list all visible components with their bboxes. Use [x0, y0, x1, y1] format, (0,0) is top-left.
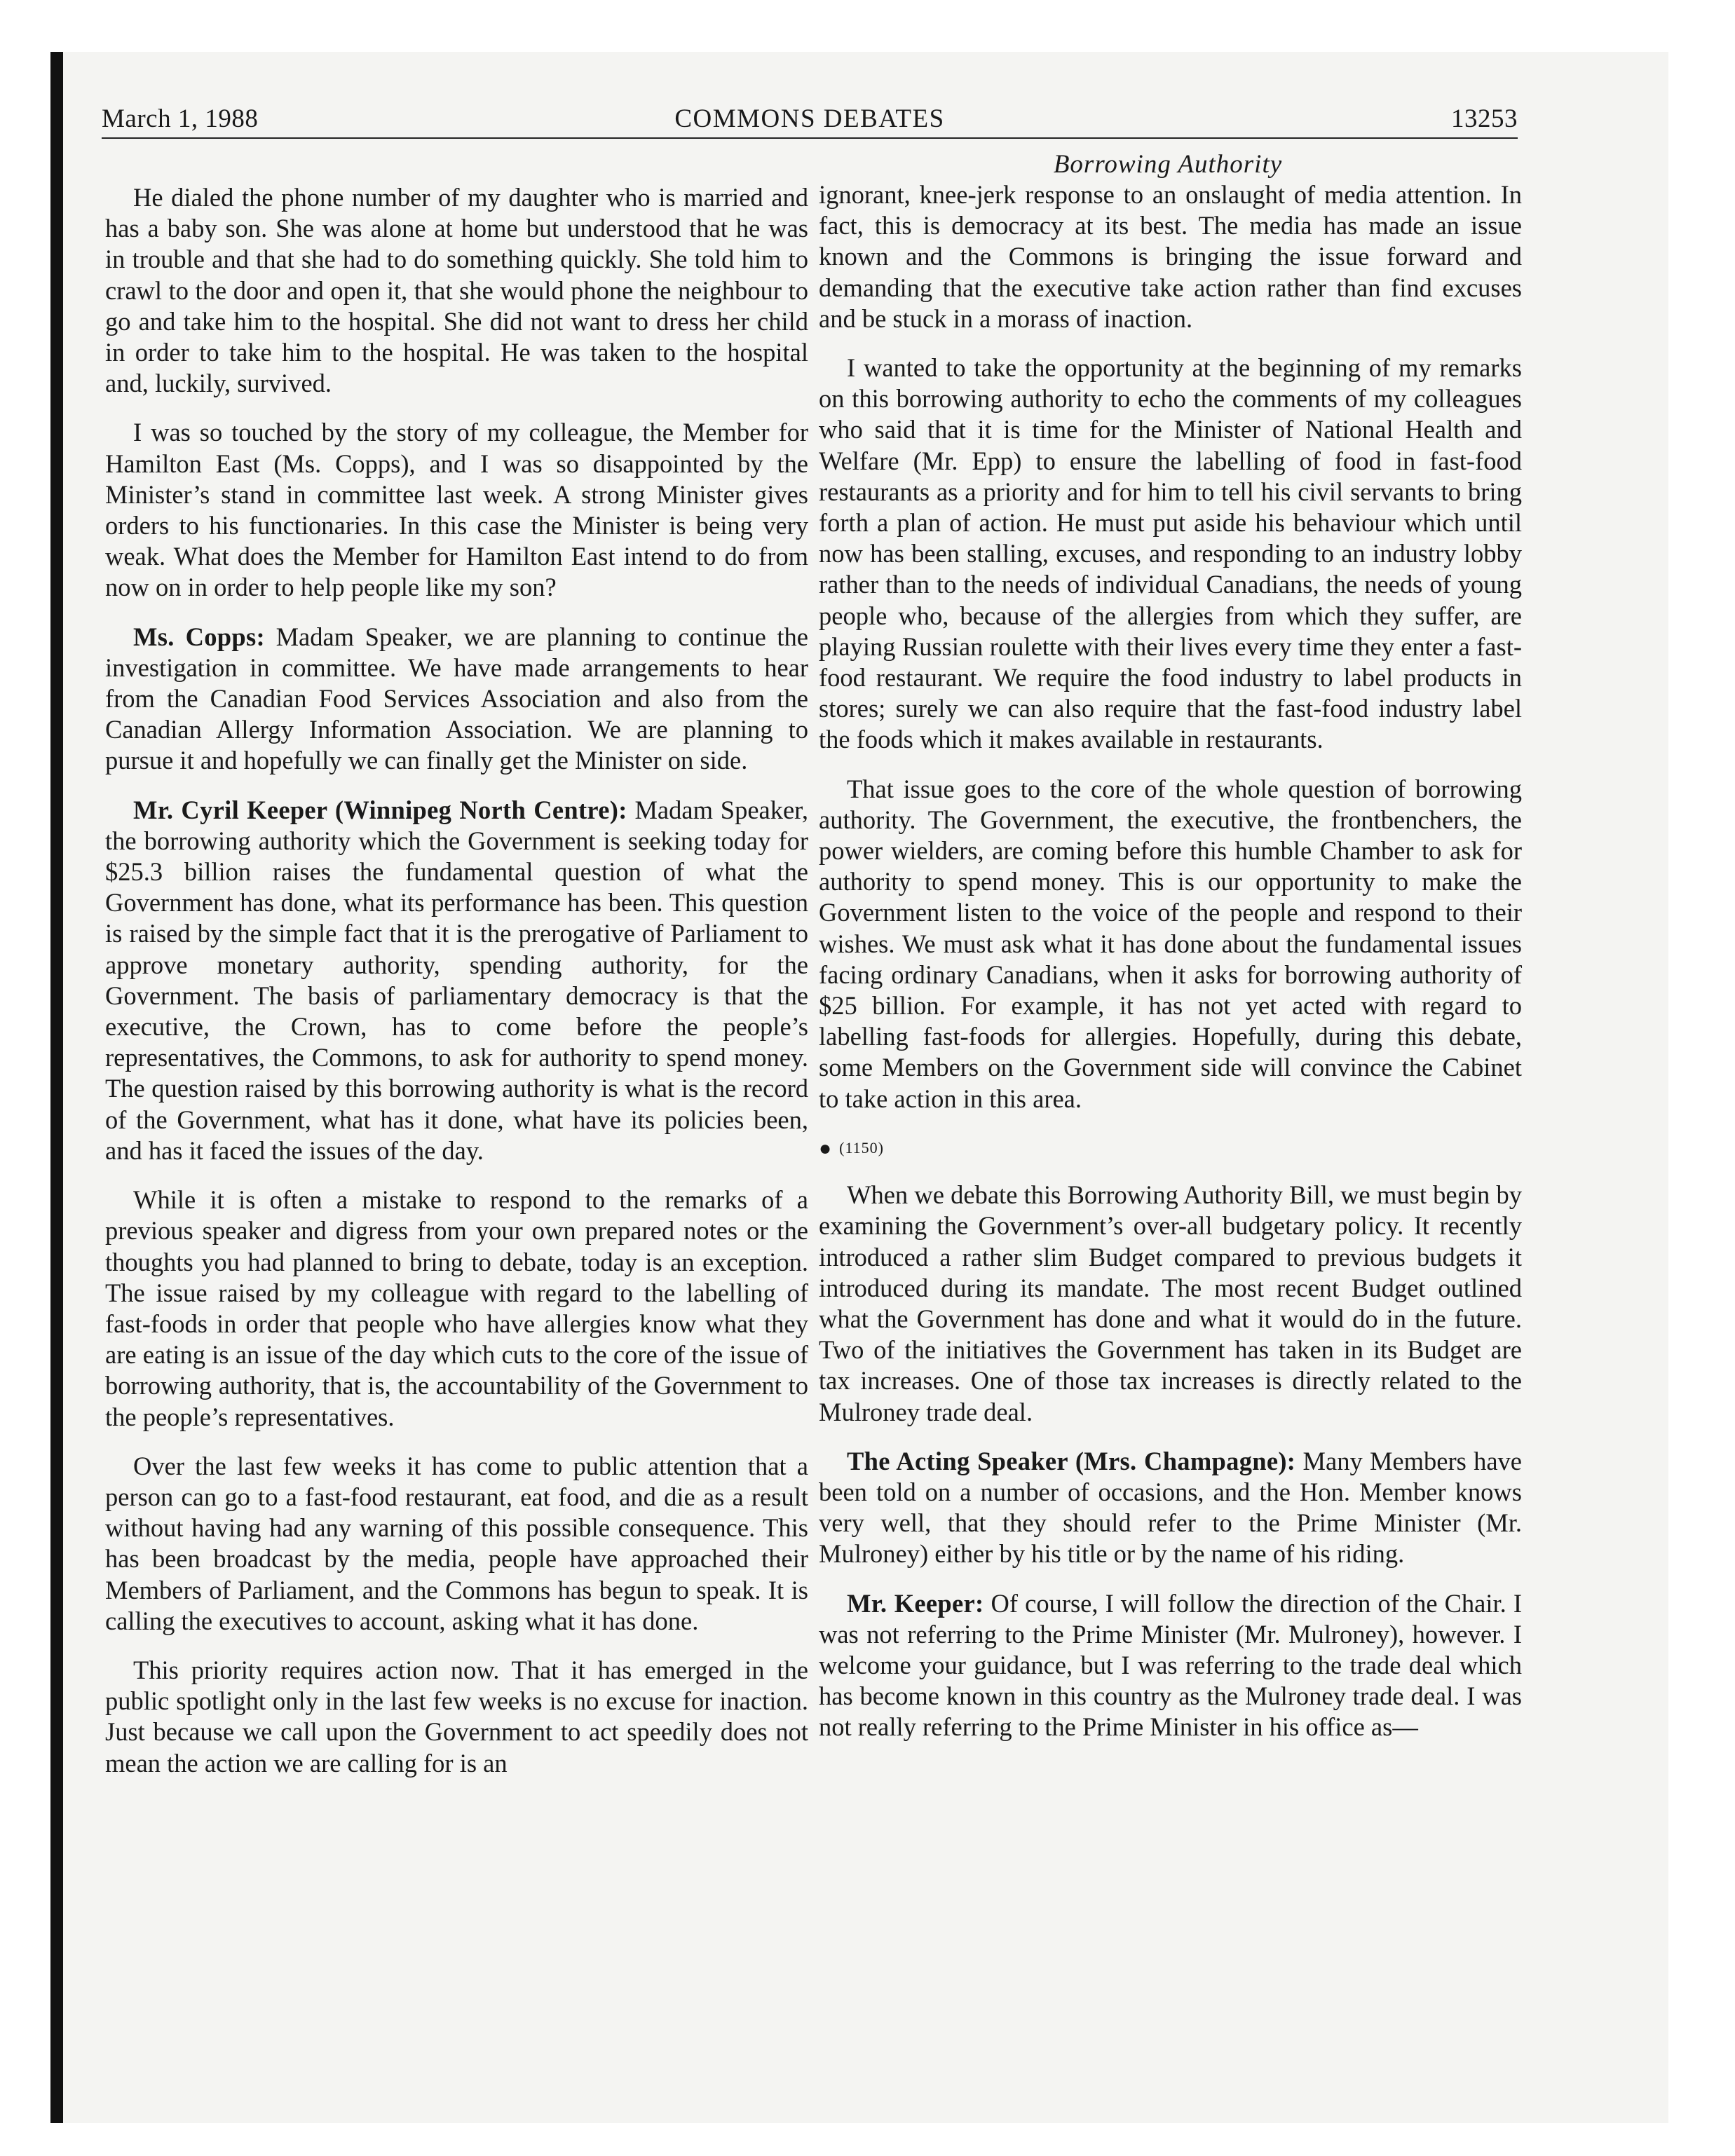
- header-publication-title: COMMONS DEBATES: [674, 104, 945, 133]
- running-header: [102, 104, 1518, 139]
- left-column: [105, 182, 808, 1797]
- speech-paragraph: [105, 795, 808, 1166]
- speaker-name: Mr. Keeper:: [847, 1588, 984, 1618]
- paragraph: I was so touched by the story of my colleague, the Member for Hamilton East (Ms. Copps), and I was so disappointed by the Minister’s stand in committee last week. A strong Minister gives orders to his functionaries. In this case the Minister is being very weak. What does the Member for Hamilton East intend to do from now on in order to help people like my son?: [105, 418, 808, 602]
- paragraph: This priority requires action now. That it has emerged in the public spotlight only in the last few weeks is no excuse for inaction. Just because we call upon the Government to act speedily does not mean the action we are calling for is an: [105, 1655, 808, 1778]
- speech-paragraph: [819, 1588, 1522, 1743]
- paragraph-continued: ignorant, knee-jerk response to an onslaught of media attention. In fact, this is democracy at its best. The media has made an issue known and the Commons is bringing the issue forward and demanding that the executive take action rather than find excuses and be stuck in a morass of inaction.: [819, 180, 1522, 333]
- speech-text: Madam Speaker, we are planning to continue the investigation in committee. We have made arrangements to hear from the Canadian Food Services Association and also from the Canadian Allergy Information Association. We are planning to pursue it and hopefully we can finally get the Minister on side.: [105, 622, 808, 775]
- paragraph: That issue goes to the core of the whole question of borrowing authority. The Government, the executive, the frontbenchers, the power wielders, are coming before this humble Chamber to ask for authority to spend money. This is our opportunity to make the Government listen to the voice of the people and respond to their wishes. We must ask what it has done about the fundamental issues facing ordinary Canadians, when it asks for borrowing authority of $25 billion. For example, it has not yet acted with regard to labelling fast-foods for allergies. Hopefully, during this debate, some Members on the Government side will convince the Cabinet to take action in this area.: [819, 774, 1522, 1113]
- header-rule: [102, 137, 1518, 139]
- section-heading: Borrowing Authority: [1053, 150, 1283, 179]
- time-marker: [819, 1133, 1522, 1164]
- scan-edge-shadow: [50, 52, 63, 2123]
- time-marker-label: (1150): [839, 1138, 884, 1157]
- right-column: [819, 179, 1522, 1761]
- speaker-name: The Acting Speaker (Mrs. Champagne):: [847, 1446, 1296, 1475]
- speech-text: Madam Speaker, the borrowing authority which the Government is seeking today for $25.3 billion raises the fundamental question of what the Government has done, what its performance has been. This question is raised by the simple fact that it is the prerogative of Parliament to approve monetary authority, spending authority, for the Government. The basis of parliamentary democracy is that the executive, the Crown, has to come before the people’s representatives, the Commons, to ask for authority to spend money. The question raised by this borrowing authority is what is the record of the Government, what has it done, what have its policies been, and has it faced the issues of the day.: [105, 795, 808, 1165]
- paragraph: I wanted to take the opportunity at the beginning of my remarks on this borrowing authority to echo the comments of my colleagues who said that it is time for the Minister of National Health and Welfare (Mr. Epp) to ensure the labelling of food in fast-food restaurants as a priority and for him to tell his civil servants to bring forth a plan of action. He must put aside his behaviour which until now has been stalling, excuses, and responding to an industry lobby rather than to the needs of individual Canadians, the needs of young people who, because of the allergies from which they suffer, are playing Russian roulette with their lives every time they enter a fast-food restaurant. We require the food industry to label products in stores; surely we can also require that the fast-food industry label the foods which it makes available in restaurants.: [819, 353, 1522, 754]
- paragraph: Over the last few weeks it has come to public attention that a person can go to a fast-food restaurant, eat food, and die as a result without having had any warning of this possible consequence. This has been broadcast by the media, people have approached their Members of Parliament, and the Commons has begun to speak. It is calling the executives to account, asking what it has done.: [105, 1451, 808, 1635]
- speech-text: Many Members have been told on a number of occasions, and the Hon. Member knows very well, that they should refer to the Prime Minister (Mr. Mulroney) either by his title or by the name of his riding.: [819, 1446, 1522, 1569]
- speech-paragraph: [819, 1446, 1522, 1570]
- bullet-icon: ●: [819, 1136, 833, 1160]
- speech-text: Of course, I will follow the direction of the Chair. I was not referring to the Prime Minister (Mr. Mulroney), however. I welcome your guidance, but I was referring to the trade deal which has become known in this country as the Mulroney trade deal. I was not really referring to the Prime Minister in his office as—: [819, 1588, 1523, 1742]
- paragraph: When we debate this Borrowing Authority Bill, we must begin by examining the Government’s over-all budgetary policy. It recently introduced a rather slim Budget compared to previous budgets it introduced during its mandate. The most recent Budget outlined what the Government has done and what it would do in the future. Two of the initiatives the Government has taken in its Budget are tax increases. One of those tax increases is directly related to the Mulroney trade deal.: [819, 1180, 1522, 1426]
- header-date: March 1, 1988: [102, 104, 259, 133]
- speaker-name: Mr. Cyril Keeper (Winnipeg North Centre):: [133, 795, 627, 824]
- speaker-name: Ms. Copps:: [133, 622, 265, 651]
- paragraph: While it is often a mistake to respond to the remarks of a previous speaker and digress from your own prepared notes or the thoughts you had planned to bring to debate, today is an exception. The issue raised by my colleague with regard to the labelling of fast-foods in order that people who have allergies know what they are eating is an issue of the day which cuts to the core of the issue of borrowing authority, that is, the accountability of the Government to the people’s representatives.: [105, 1185, 808, 1431]
- paragraph: He dialed the phone number of my daughter who is married and has a baby son. She was alone at home but understood that he was in trouble and that she had to do something quickly. She told him to crawl to the door and open it, that she would phone the neighbour to go and take him to the hospital. She did not want to dress her child in order to take him to the hospital. He was taken to the hospital and, luckily, survived.: [105, 183, 808, 398]
- header-page-number: 13253: [1451, 104, 1518, 133]
- speech-paragraph: [105, 622, 808, 777]
